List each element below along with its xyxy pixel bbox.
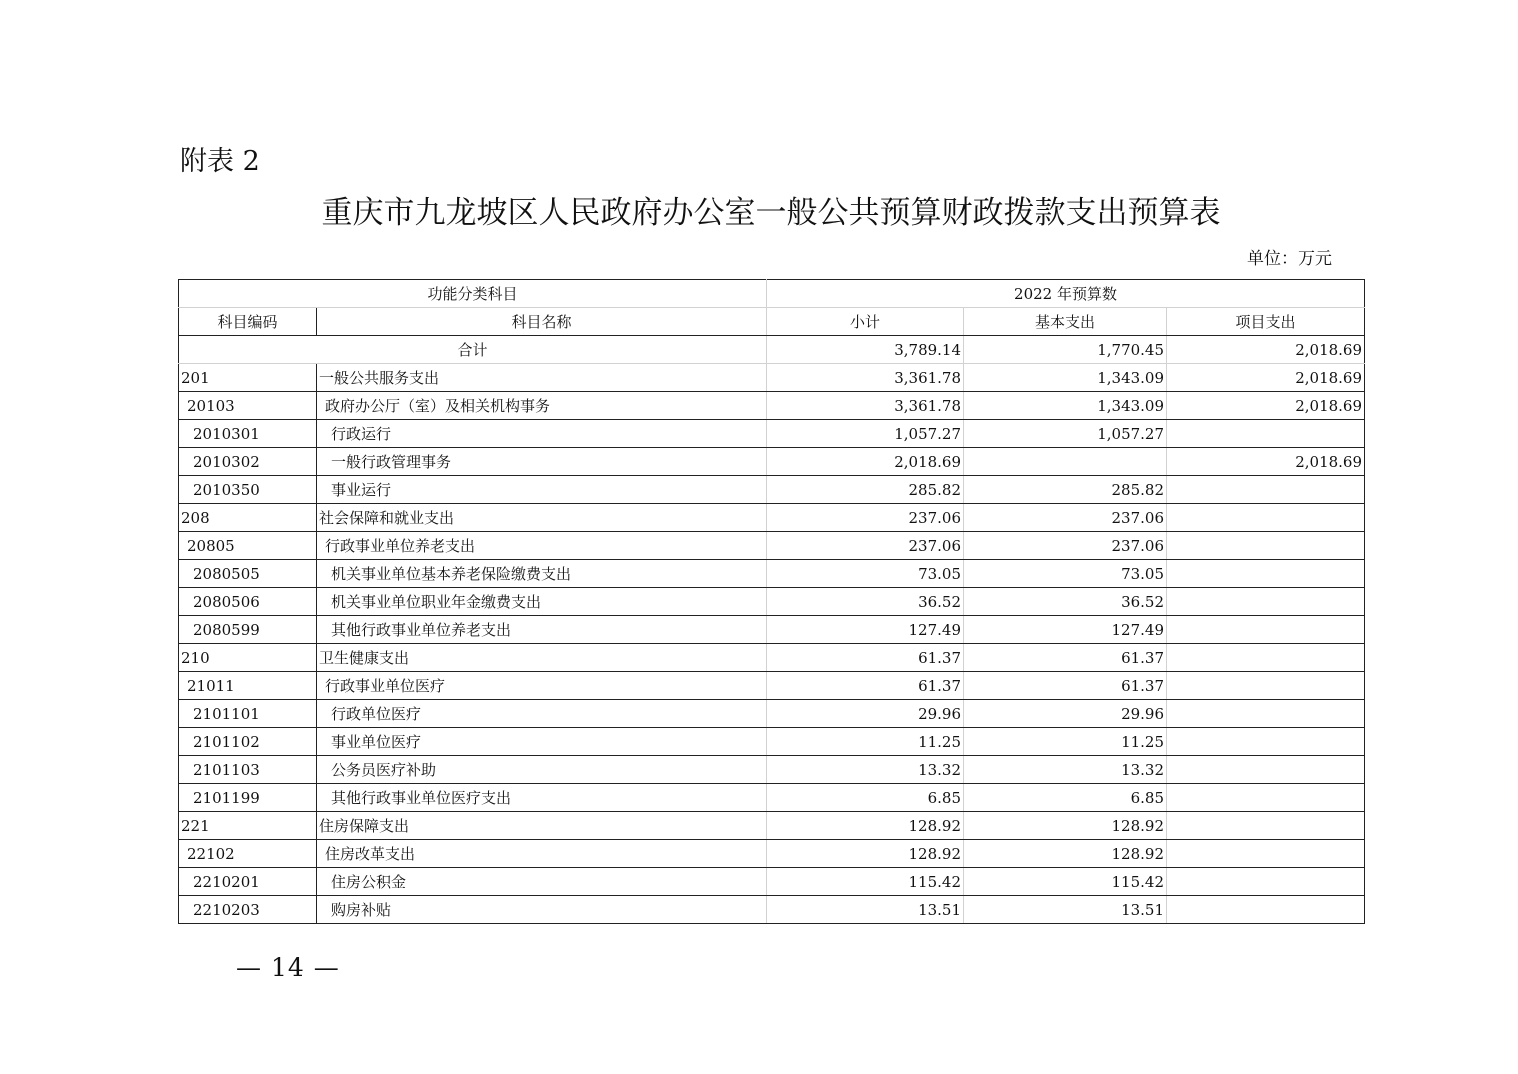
budget-year-header: 2022 年预算数 — [767, 280, 1365, 308]
row-code: 2080506 — [179, 588, 317, 616]
row-subtotal: 73.05 — [767, 560, 964, 588]
row-project — [1167, 504, 1365, 532]
row-name: 社会保障和就业支出 — [317, 504, 767, 532]
row-basic: 1,057.27 — [964, 420, 1167, 448]
row-basic: 237.06 — [964, 504, 1167, 532]
row-code: 2010301 — [179, 420, 317, 448]
total-label: 合计 — [179, 336, 767, 364]
name-column-header: 科目名称 — [317, 308, 767, 336]
row-subtotal: 11.25 — [767, 728, 964, 756]
row-basic: 128.92 — [964, 812, 1167, 840]
row-name: 住房保障支出 — [317, 812, 767, 840]
row-basic: 13.51 — [964, 896, 1167, 924]
row-project — [1167, 476, 1365, 504]
subtotal-column-header: 小计 — [767, 308, 964, 336]
row-basic — [964, 448, 1167, 476]
row-name: 行政单位医疗 — [317, 700, 767, 728]
row-name: 事业运行 — [317, 476, 767, 504]
table-row — [179, 672, 1365, 700]
attachment-label: 附表 2 — [180, 146, 260, 177]
row-basic: 29.96 — [964, 700, 1167, 728]
row-basic: 11.25 — [964, 728, 1167, 756]
row-name: 其他行政事业单位养老支出 — [317, 616, 767, 644]
row-name: 住房改革支出 — [317, 840, 767, 868]
row-basic: 1,343.09 — [964, 364, 1167, 392]
row-code: 208 — [179, 504, 317, 532]
total-basic: 1,770.45 — [964, 336, 1167, 364]
row-subtotal: 237.06 — [767, 532, 964, 560]
row-basic: 61.37 — [964, 672, 1167, 700]
row-project — [1167, 700, 1365, 728]
total-row — [179, 336, 1365, 364]
row-name: 购房补贴 — [317, 896, 767, 924]
row-subtotal: 128.92 — [767, 840, 964, 868]
row-basic: 237.06 — [964, 532, 1167, 560]
row-name: 行政运行 — [317, 420, 767, 448]
table-row — [179, 728, 1365, 756]
basic-column-header: 基本支出 — [964, 308, 1167, 336]
row-code: 2080505 — [179, 560, 317, 588]
row-project — [1167, 560, 1365, 588]
row-subtotal: 29.96 — [767, 700, 964, 728]
row-code: 2210203 — [179, 896, 317, 924]
row-project — [1167, 868, 1365, 896]
row-basic: 36.52 — [964, 588, 1167, 616]
row-project — [1167, 840, 1365, 868]
table-row — [179, 392, 1365, 420]
table-row — [179, 532, 1365, 560]
table-row — [179, 868, 1365, 896]
table-row — [179, 616, 1365, 644]
row-project — [1167, 896, 1365, 924]
row-basic: 285.82 — [964, 476, 1167, 504]
row-code: 22102 — [179, 840, 317, 868]
row-subtotal: 36.52 — [767, 588, 964, 616]
row-project — [1167, 588, 1365, 616]
row-project — [1167, 420, 1365, 448]
row-subtotal: 1,057.27 — [767, 420, 964, 448]
row-project: 2,018.69 — [1167, 364, 1365, 392]
row-subtotal: 127.49 — [767, 616, 964, 644]
total-project: 2,018.69 — [1167, 336, 1365, 364]
table-column-header-row — [179, 308, 1365, 336]
row-project — [1167, 784, 1365, 812]
row-subtotal: 128.92 — [767, 812, 964, 840]
row-code: 20805 — [179, 532, 317, 560]
row-basic: 73.05 — [964, 560, 1167, 588]
row-subtotal: 3,361.78 — [767, 364, 964, 392]
page-number: — 14 — — [236, 953, 340, 982]
row-basic: 1,343.09 — [964, 392, 1167, 420]
table-row — [179, 448, 1365, 476]
row-project — [1167, 728, 1365, 756]
table-row — [179, 756, 1365, 784]
code-column-header: 科目编码 — [179, 308, 317, 336]
table-group-header-row — [179, 280, 1365, 308]
row-code: 201 — [179, 364, 317, 392]
row-project — [1167, 812, 1365, 840]
row-code: 21011 — [179, 672, 317, 700]
row-code: 2210201 — [179, 868, 317, 896]
row-name: 事业单位医疗 — [317, 728, 767, 756]
row-code: 2101102 — [179, 728, 317, 756]
functional-category-header: 功能分类科目 — [179, 280, 767, 308]
row-subtotal: 2,018.69 — [767, 448, 964, 476]
row-code: 2101103 — [179, 756, 317, 784]
row-code: 20103 — [179, 392, 317, 420]
table-row — [179, 364, 1365, 392]
row-project — [1167, 644, 1365, 672]
table-row — [179, 784, 1365, 812]
row-subtotal: 61.37 — [767, 672, 964, 700]
row-project — [1167, 532, 1365, 560]
row-subtotal: 61.37 — [767, 644, 964, 672]
table-row — [179, 896, 1365, 924]
row-name: 其他行政事业单位医疗支出 — [317, 784, 767, 812]
row-subtotal: 13.51 — [767, 896, 964, 924]
row-project — [1167, 756, 1365, 784]
row-name: 一般行政管理事务 — [317, 448, 767, 476]
table-row — [179, 588, 1365, 616]
row-code: 2101199 — [179, 784, 317, 812]
row-subtotal: 115.42 — [767, 868, 964, 896]
row-basic: 127.49 — [964, 616, 1167, 644]
row-name: 行政事业单位养老支出 — [317, 532, 767, 560]
table-row — [179, 476, 1365, 504]
row-project — [1167, 616, 1365, 644]
row-basic: 6.85 — [964, 784, 1167, 812]
page-title: 重庆市九龙坡区人民政府办公室一般公共预算财政拨款支出预算表 — [321, 195, 1221, 231]
row-subtotal: 237.06 — [767, 504, 964, 532]
table-row — [179, 840, 1365, 868]
row-name: 卫生健康支出 — [317, 644, 767, 672]
row-basic: 115.42 — [964, 868, 1167, 896]
row-project: 2,018.69 — [1167, 392, 1365, 420]
row-basic: 61.37 — [964, 644, 1167, 672]
table-row — [179, 812, 1365, 840]
row-code: 2101101 — [179, 700, 317, 728]
row-name: 一般公共服务支出 — [317, 364, 767, 392]
budget-table — [178, 279, 1365, 924]
table-row — [179, 644, 1365, 672]
row-subtotal: 13.32 — [767, 756, 964, 784]
table-row — [179, 504, 1365, 532]
row-code: 2080599 — [179, 616, 317, 644]
row-name: 住房公积金 — [317, 868, 767, 896]
row-code: 2010350 — [179, 476, 317, 504]
row-code: 221 — [179, 812, 317, 840]
row-name: 政府办公厅（室）及相关机构事务 — [317, 392, 767, 420]
table-row — [179, 560, 1365, 588]
row-subtotal: 6.85 — [767, 784, 964, 812]
row-project: 2,018.69 — [1167, 448, 1365, 476]
row-subtotal: 3,361.78 — [767, 392, 964, 420]
table-row — [179, 700, 1365, 728]
row-basic: 13.32 — [964, 756, 1167, 784]
row-subtotal: 285.82 — [767, 476, 964, 504]
row-name: 公务员医疗补助 — [317, 756, 767, 784]
total-subtotal: 3,789.14 — [767, 336, 964, 364]
table-row — [179, 420, 1365, 448]
row-basic: 128.92 — [964, 840, 1167, 868]
row-code: 2010302 — [179, 448, 317, 476]
row-name: 机关事业单位职业年金缴费支出 — [317, 588, 767, 616]
row-project — [1167, 672, 1365, 700]
project-column-header: 项目支出 — [1167, 308, 1365, 336]
row-name: 机关事业单位基本养老保险缴费支出 — [317, 560, 767, 588]
row-name: 行政事业单位医疗 — [317, 672, 767, 700]
row-code: 210 — [179, 644, 317, 672]
unit-label: 单位：万元 — [1247, 249, 1332, 269]
